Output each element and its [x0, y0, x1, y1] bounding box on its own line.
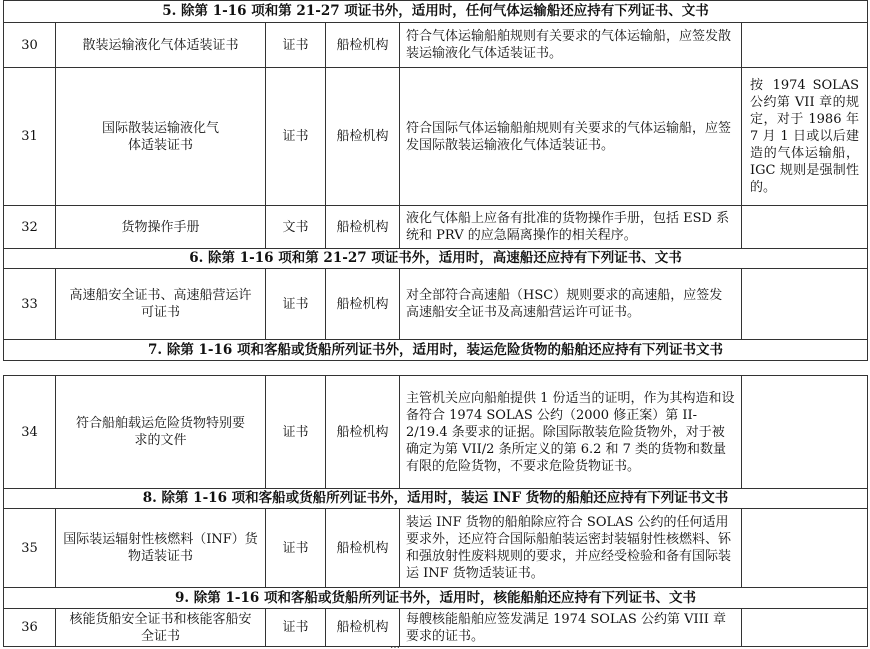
issuing-authority: 船检机构	[326, 269, 400, 340]
issuing-authority: 船检机构	[326, 23, 400, 68]
document-type: 文书	[266, 206, 326, 249]
section-header-9	[4, 588, 868, 609]
table-row	[4, 68, 868, 206]
row-number: 32	[4, 206, 56, 249]
requirement-text: 每艘核能船舶应签发满足 1974 SOLAS 公约第 VIII 章要求的证书。	[400, 609, 742, 647]
remarks	[742, 509, 868, 588]
row-number: 35	[4, 509, 56, 588]
remarks	[742, 609, 868, 647]
remarks: 按 1974 SOLAS 公约第 VII 章的规定，对于 1986 年 7 月 1 日或以后建造的气体运输船，IGC 规则是强制性的。	[742, 68, 868, 206]
row-number: 33	[4, 269, 56, 340]
remarks	[742, 206, 868, 249]
table-row	[4, 269, 868, 340]
section-header-8	[4, 489, 868, 509]
row-number: 36	[4, 609, 56, 647]
section-title: 8. 除第 1-16 项和客船或货船所列证书外，适用时，装运 INF 货物的船舶还应持有下列证书文书	[4, 489, 868, 509]
cut-off-text-fragment: …	[390, 643, 400, 649]
section-title: 9. 除第 1-16 项和客船或货船所列证书外，适用时，核能船舶还应持有下列证书、文书	[4, 588, 868, 609]
certificate-name: 国际装运辐射性核燃料（INF）货物适装证书	[56, 509, 266, 588]
document-type: 证书	[266, 509, 326, 588]
certificate-name: 符合船舶载运危险货物特别要求的文件	[56, 376, 266, 489]
requirement-text: 装运 INF 货物的船舶除应符合 SOLAS 公约的任何适用要求外，还应符合国际船舶装运密封装辐射性核燃料、钚和强放射性废料规则的要求，并应经受检验和备有国际装运 INF 货物适装证书。	[400, 509, 742, 588]
section-header-5	[4, 1, 868, 23]
certificate-name: 核能货船安全证书和核能客船安全证书	[56, 609, 266, 647]
remarks	[742, 269, 868, 340]
requirement-text: 液化气体船上应备有批准的货物操作手册，包括 ESD 系统和 PRV 的应急隔离操作的相关程序。	[400, 206, 742, 249]
section-title: 5. 除第 1-16 项和第 21-27 项证书外，适用时，任何气体运输船还应持有下列证书、文书	[4, 1, 868, 23]
table-row	[4, 609, 868, 647]
row-number: 34	[4, 376, 56, 489]
document-type: 证书	[266, 68, 326, 206]
document-type: 证书	[266, 23, 326, 68]
requirement-text: 符合气体运输船舶规则有关要求的气体运输船，应签发散装运输液化气体适装证书。	[400, 23, 742, 68]
certificates-table-upper	[3, 0, 868, 361]
issuing-authority: 船检机构	[326, 609, 400, 647]
issuing-authority: 船检机构	[326, 509, 400, 588]
table-row	[4, 23, 868, 68]
section-title: 7. 除第 1-16 项和客船或货船所列证书外，适用时，装运危险货物的船舶还应持有下列证书文书	[4, 340, 868, 361]
certificate-name: 高速船安全证书、高速船营运许可证书	[56, 269, 266, 340]
issuing-authority: 船检机构	[326, 206, 400, 249]
certificate-name: 货物操作手册	[56, 206, 266, 249]
page-break-gap	[0, 361, 870, 375]
section-title: 6. 除第 1-16 项和第 21-27 项证书外，适用时，高速船还应持有下列证书、文书	[4, 249, 868, 269]
section-header-6	[4, 249, 868, 269]
table-row	[4, 376, 868, 489]
table-row	[4, 509, 868, 588]
document-type: 证书	[266, 609, 326, 647]
certificate-name: 散装运输液化气体适装证书	[56, 23, 266, 68]
issuing-authority: 船检机构	[326, 376, 400, 489]
section-header-7	[4, 340, 868, 361]
requirement-text: 符合国际气体运输船舶规则有关要求的气体运输船，应签发国际散装运输液化气体适装证书。	[400, 68, 742, 206]
remarks	[742, 376, 868, 489]
document-type: 证书	[266, 269, 326, 340]
certificate-name: 国际散装运输液化气体适装证书	[56, 68, 266, 206]
requirement-text: 主管机关应向船舶提供 1 份适当的证明，作为其构造和设备符合 1974 SOLAS 公约（2000 修正案）第 II-2/19.4 条要求的证据。除国际散装危险货物外，对于被确定为第 VII/2 条所定义的第 6.2 和 7 类的货物和数量有限的危险货物，不要求危险货物证书。	[400, 376, 742, 489]
document-type: 证书	[266, 376, 326, 489]
table-row	[4, 206, 868, 249]
row-number: 31	[4, 68, 56, 206]
certificates-table-lower	[3, 375, 868, 647]
requirement-text: 对全部符合高速船（HSC）规则要求的高速船，应签发高速船安全证书及高速船营运许可证书。	[400, 269, 742, 340]
remarks	[742, 23, 868, 68]
issuing-authority: 船检机构	[326, 68, 400, 206]
row-number: 30	[4, 23, 56, 68]
